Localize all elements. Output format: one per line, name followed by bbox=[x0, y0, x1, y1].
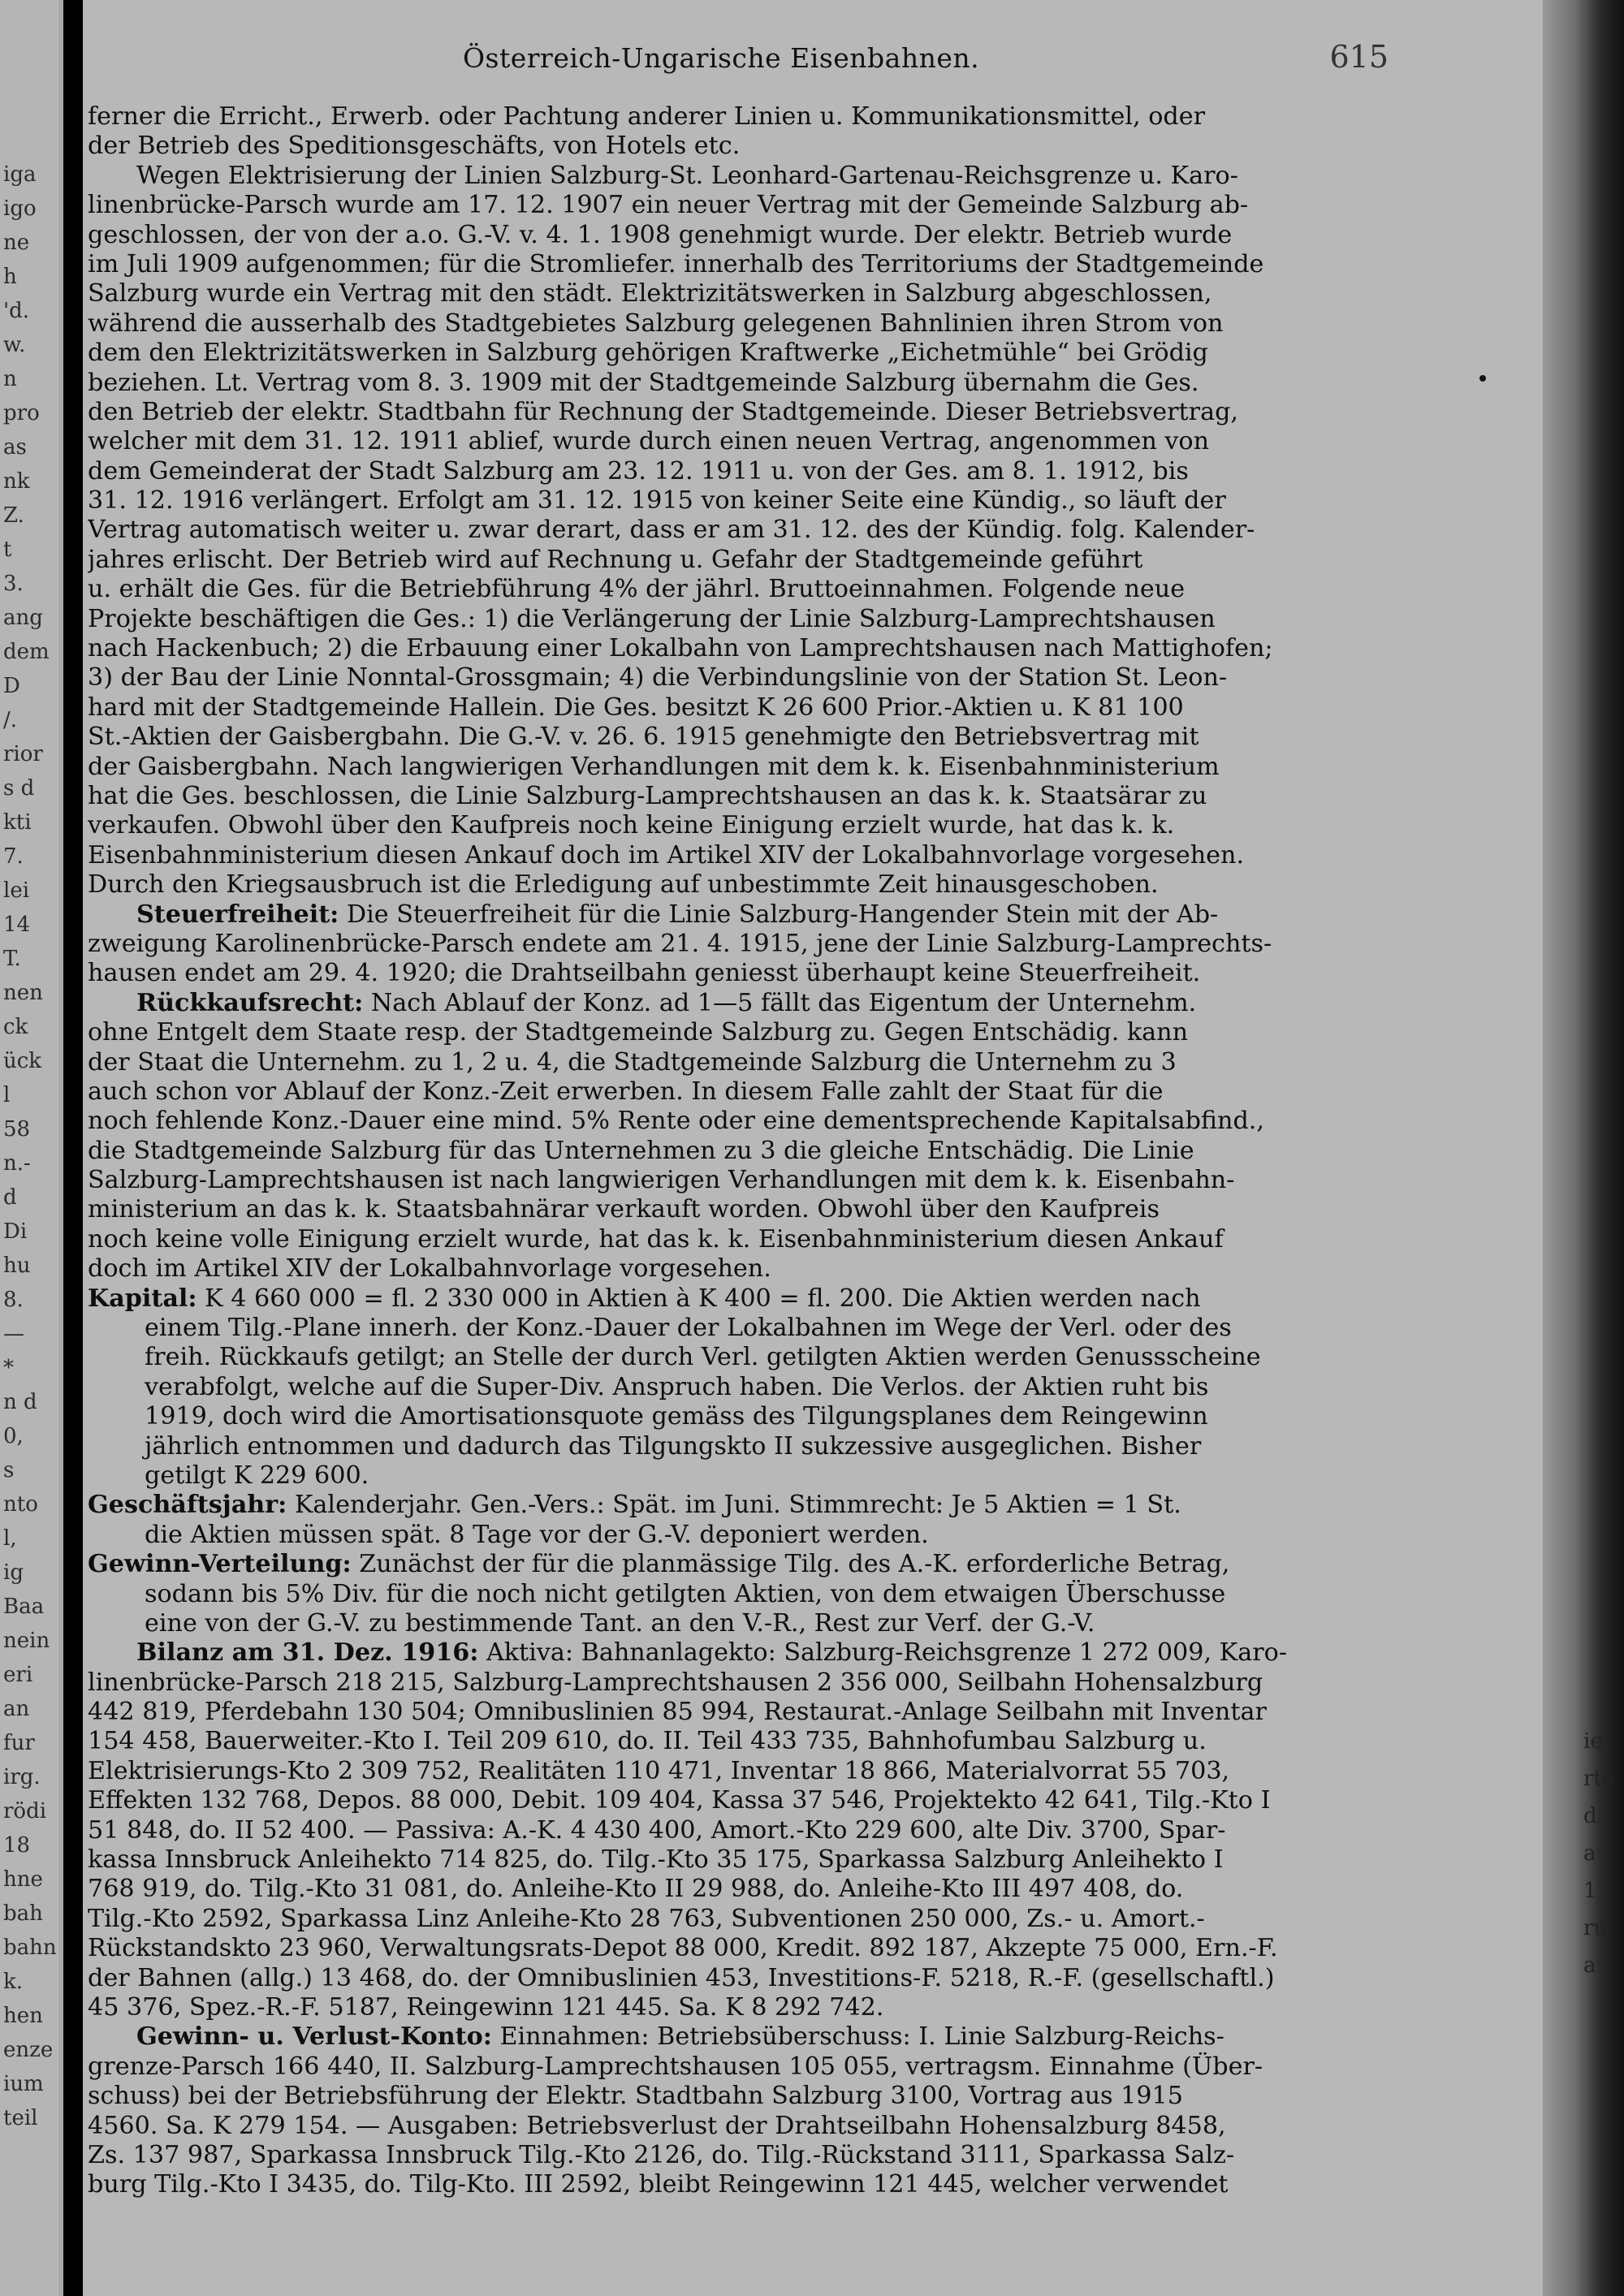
text-line: den Betrieb der elektr. Stadtbahn für Rechnung der Stadtgemeinde. Dieser Betriebsvertrag, bbox=[88, 397, 1239, 426]
margin-fragment: 58 bbox=[3, 1117, 31, 1142]
margin-fragment: ium bbox=[3, 2072, 44, 2096]
section-heading: Kapital: bbox=[88, 1284, 197, 1313]
margin-fragment: kti bbox=[3, 810, 32, 835]
margin-fragment: bah bbox=[3, 1901, 43, 1926]
margin-fragment: ang bbox=[3, 606, 43, 630]
text-line: Zs. 137 987, Sparkassa Innsbruck Tilg.-Kto 2126, do. Tilg.-Rückstand 3111, Sparkassa Salz- bbox=[88, 2140, 1235, 2169]
margin-fragment: 1 bbox=[1583, 1879, 1597, 1903]
margin-fragment: fur bbox=[3, 1731, 35, 1755]
text-line: ferner die Erricht., Erwerb. oder Pachtung anderer Linien u. Kommunikationsmittel, oder bbox=[88, 102, 1206, 131]
margin-fragment: l bbox=[3, 1083, 11, 1107]
margin-fragment: n bbox=[3, 367, 17, 391]
margin-fragment: s d bbox=[3, 776, 35, 801]
margin-fragment: lei bbox=[3, 878, 30, 903]
text-line: die Stadtgemeinde Salzburg für das Unternehmen zu 3 die gleiche Entschädig. Die Linie bbox=[88, 1136, 1194, 1165]
section-heading: Steuerfreiheit: bbox=[136, 900, 339, 929]
text-line: 768 919, do. Tilg.-Kto 31 081, do. Anleihe-Kto II 29 988, do. Anleihe-Kto III 497 408, do. bbox=[88, 1875, 1184, 1904]
text-line: im Juli 1909 aufgenommen; für die Stromliefer. innerhalb des Territoriums der Stadtgemeinde bbox=[88, 249, 1264, 278]
margin-fragment: nein bbox=[3, 1629, 50, 1653]
text-line: ohne Entgelt dem Staate resp. der Stadtgemeinde Salzburg zu. Gegen Entschädig. kann bbox=[88, 1018, 1189, 1047]
margin-fragment: Z. bbox=[3, 503, 24, 528]
margin-fragment: d bbox=[3, 1185, 17, 1210]
margin-fragment: 14 bbox=[3, 913, 31, 937]
text-line: 51 848, do. II 52 400. — Passiva: A.-K. 4 430 400, Amort.-Kto 229 600, alte Div. 3700, Spar- bbox=[88, 1815, 1226, 1845]
text-line: burg Tilg.-Kto I 3435, do. Tilg-Kto. III 2592, bleibt Reingewinn 121 445, welcher verwendet bbox=[88, 2170, 1229, 2199]
text-line: Salzburg-Lamprechtshausen ist nach langwierigen Verhandlungen mit dem k. k. Eisenbahn- bbox=[88, 1166, 1235, 1195]
text-line: dem Gemeinderat der Stadt Salzburg am 23. 12. 1911 u. von der Ges. am 8. 1. 1912, bis bbox=[88, 456, 1189, 486]
margin-fragment: 3. bbox=[3, 572, 24, 596]
margin-fragment: a bbox=[1583, 1953, 1596, 1978]
margin-fragment: as bbox=[3, 435, 27, 460]
text-line: hat die Ges. beschlossen, die Linie Salzburg-Lamprechtshausen an das k. k. Staatsärar zu bbox=[88, 781, 1207, 810]
text-line: 154 458, Bauerweiter.-Kto I. Teil 209 610, do. II. Teil 433 735, Bahnhofumbau Salzburg u. bbox=[88, 1727, 1207, 1756]
text-line: hausen endet am 29. 4. 1920; die Drahtseilbahn geniesst überhaupt keine Steuerfreiheit. bbox=[88, 959, 1201, 988]
text-line bbox=[88, 2022, 1379, 2052]
text-line bbox=[88, 1284, 1379, 1314]
text-line bbox=[88, 1638, 1379, 1668]
section-heading: Geschäftsjahr: bbox=[88, 1491, 287, 1520]
text-line: noch fehlende Konz.-Dauer eine mind. 5% Rente oder eine dementsprechende Kapitalsabfind., bbox=[88, 1107, 1264, 1136]
text-line: eine von der G.-V. zu bestimmende Tant. an den V.-R., Rest zur Verf. der G.-V. bbox=[145, 1608, 1095, 1638]
text-line: freih. Rückkaufs getilgt; an Stelle der durch Verl. getilgten Aktien werden Genussscheine bbox=[145, 1343, 1261, 1372]
margin-fragment: w. bbox=[3, 333, 26, 357]
text-line: zweigung Karolinenbrücke-Parsch endete am 21. 4. 1915, jene der Linie Salzburg-Lamprechts- bbox=[88, 929, 1272, 958]
margin-fragment: Baa bbox=[3, 1595, 45, 1619]
margin-fragment: enze bbox=[3, 2038, 54, 2062]
text-line bbox=[88, 1550, 1379, 1579]
text-line: der Gaisbergbahn. Nach langwierigen Verhandlungen mit dem k. k. Eisenbahnministerium bbox=[88, 752, 1220, 781]
line-text: Einnahmen: Betriebsüberschuss: I. Linie Salzburg-Reichs- bbox=[491, 2022, 1224, 2052]
line-text: Zunächst der für die planmässige Tilg. des A.-K. erforderliche Betrag, bbox=[351, 1550, 1230, 1579]
margin-fragment: ne bbox=[3, 231, 30, 255]
text-line: jahres erlischt. Der Betrieb wird auf Rechnung u. Gefahr der Stadtgemeinde geführt bbox=[88, 545, 1143, 574]
text-line: linenbrücke-Parsch wurde am 17. 12. 1907 ein neuer Vertrag mit der Gemeinde Salzburg ab- bbox=[88, 191, 1249, 220]
section-heading: Bilanz am 31. Dez. 1916: bbox=[136, 1638, 479, 1668]
section-heading: Gewinn- u. Verlust-Konto: bbox=[136, 2022, 492, 2052]
margin-fragment: ig bbox=[3, 1560, 24, 1585]
margin-fragment: dem bbox=[3, 640, 50, 664]
text-line bbox=[88, 1491, 1379, 1520]
text-line: 4560. Sa. K 279 154. — Ausgaben: Betriebsverlust der Drahtseilbahn Hohensalzburg 8458, bbox=[88, 2111, 1226, 2140]
line-text: Nach Ablauf der Konz. ad 1—5 fällt das Eigentum der Unternehm. bbox=[363, 988, 1197, 1017]
line-text: Die Steuerfreiheit für die Linie Salzburg-Hangender Stein mit der Ab- bbox=[339, 900, 1219, 929]
margin-fragment: d bbox=[1583, 1804, 1597, 1828]
article-text bbox=[88, 102, 1379, 2200]
margin-fragment: rior bbox=[3, 742, 43, 766]
running-title: Österreich-Ungarische Eisenbahnen. bbox=[463, 42, 980, 74]
text-line: Salzburg wurde ein Vertrag mit den städt. Elektrizitätswerken in Salzburg abgeschlossen, bbox=[88, 279, 1212, 309]
section-heading: Gewinn-Verteilung: bbox=[88, 1550, 352, 1579]
margin-fragment: t bbox=[3, 537, 12, 562]
text-line: sodann bis 5% Div. für die noch nicht getilgten Aktien, von dem etwaigen Überschusse bbox=[145, 1579, 1226, 1608]
margin-fragment: eri bbox=[3, 1663, 33, 1687]
margin-fragment: 7. bbox=[3, 844, 24, 869]
text-line: Tilg.-Kto 2592, Sparkassa Linz Anleihe-Kto 28 763, Subventionen 250 000, Zs.- u. Amort.- bbox=[88, 1904, 1205, 1933]
text-line: Projekte beschäftigen die Ges.: 1) die Verlängerung der Linie Salzburg-Lamprechtshausen bbox=[88, 604, 1216, 633]
line-text: Kalenderjahr. Gen.-Vers.: Spät. im Juni. Stimmrecht: Je 5 Aktien = 1 St. bbox=[287, 1491, 1181, 1520]
text-line: Durch den Kriegsausbruch ist die Erledigung auf unbestimmte Zeit hinausgeschoben. bbox=[88, 870, 1159, 900]
margin-fragment: n.- bbox=[3, 1151, 31, 1176]
margin-fragment: bahn bbox=[3, 1936, 57, 1960]
margin-fragment: * bbox=[3, 1356, 14, 1380]
margin-fragment: 'd. bbox=[3, 299, 30, 323]
margin-fragment: /. bbox=[3, 708, 18, 732]
margin-fragment: nto bbox=[3, 1492, 38, 1517]
previous-page-bleed bbox=[0, 0, 58, 2296]
text-line: Eisenbahnministerium diesen Ankauf doch im Artikel XIV der Lokalbahnvorlage vorgesehen. bbox=[88, 840, 1245, 870]
margin-fragment: hne bbox=[3, 1867, 43, 1892]
margin-fragment: a bbox=[1583, 1841, 1596, 1866]
margin-fragment: rödi bbox=[3, 1799, 47, 1823]
text-line bbox=[88, 900, 1379, 930]
text-line: jährlich entnommen und dadurch das Tilgungskto II sukzessive ausgeglichen. Bisher bbox=[145, 1431, 1202, 1461]
text-line: Rückstandskto 23 960, Verwaltungsrats-Depot 88 000, Kredit. 892 187, Akzepte 75 000, Ern.-F. bbox=[88, 1934, 1278, 1963]
page-gutter-shadow bbox=[63, 0, 83, 2296]
text-line: Wegen Elektrisierung der Linien Salzburg-St. Leonhard-Gartenau-Reichsgrenze u. Karo- bbox=[136, 161, 1238, 190]
margin-fragment: 8. bbox=[3, 1288, 24, 1312]
text-line: während die ausserhalb des Stadtgebietes Salzburg gelegenen Bahnlinien ihren Strom von bbox=[88, 309, 1224, 338]
margin-fragment: h bbox=[3, 265, 17, 289]
margin-fragment: an bbox=[3, 1697, 30, 1721]
text-line: u. erhält die Ges. für die Betriebführung 4% der jährl. Bruttoeinnahmen. Folgende neue bbox=[88, 575, 1186, 604]
text-line: 1919, doch wird die Amortisationsquote gemäss des Tilgungsplanes dem Reingewinn bbox=[145, 1402, 1208, 1431]
text-line: Elektrisierungs-Kto 2 309 752, Realitäten 110 471, Inventar 18 866, Materialvorrat 55 703, bbox=[88, 1756, 1230, 1785]
text-line: doch im Artikel XIV der Lokalbahnvorlage vorgesehen. bbox=[88, 1254, 771, 1284]
text-line: Vertrag automatisch weiter u. zwar derart, dass er am 31. 12. des der Kündig. folg. Kalender- bbox=[88, 516, 1255, 545]
margin-fragment: igo bbox=[3, 196, 37, 221]
text-line: welcher mit dem 31. 12. 1911 ablief, wurde durch einen neuen Vertrag, angenommen von bbox=[88, 427, 1210, 456]
margin-fragment: k. bbox=[3, 1970, 24, 1994]
margin-fragment: l, bbox=[3, 1526, 17, 1551]
margin-fragment: Di bbox=[3, 1219, 28, 1244]
margin-fragment: D bbox=[3, 674, 20, 698]
text-line: hard mit der Stadtgemeinde Hallein. Die Ges. besitzt K 26 600 Prior.-Aktien u. K 81 100 bbox=[88, 693, 1184, 722]
margin-fragment: teil bbox=[3, 2106, 38, 2130]
margin-fragment: irg. bbox=[3, 1765, 41, 1789]
margin-fragment: iga bbox=[3, 162, 37, 187]
text-line: der Staat die Unternehm. zu 1, 2 u. 4, die Stadtgemeinde Salzburg die Unternehm zu 3 bbox=[88, 1047, 1177, 1077]
margin-fragment: rte bbox=[1583, 1767, 1615, 1791]
text-line: 45 376, Spez.-R.-F. 5187, Reingewinn 121 445. Sa. K 8 292 742. bbox=[88, 1993, 884, 2022]
text-line: geschlossen, der von der a.o. G.-V. v. 4. 1. 1908 genehmigt wurde. Der elektr. Betrieb wurde bbox=[88, 220, 1233, 249]
text-line: der Bahnen (allg.) 13 468, do. der Omnibuslinien 453, Investitions-F. 5218, R.-F. (gesellschaftl.) bbox=[88, 1963, 1275, 1992]
text-line: der Betrieb des Speditionsgeschäfts, von Hotels etc. bbox=[88, 132, 741, 161]
text-line: kassa Innsbruck Anleihekto 714 825, do. Tilg.-Kto 35 175, Sparkassa Salzburg Anleihekto I bbox=[88, 1845, 1224, 1875]
margin-fragment: — bbox=[3, 1322, 24, 1346]
margin-fragment: pro bbox=[3, 401, 40, 425]
margin-fragment: s bbox=[3, 1458, 15, 1482]
text-line: dem den Elektrizitätswerken in Salzburg gehörigen Kraftwerke „Eichetmühle“ bei Grödig bbox=[88, 339, 1208, 368]
text-line: 3) der Bau der Linie Nonntal-Grossgmain; 4) die Verbindungslinie von der Station St. Leon- bbox=[88, 663, 1228, 693]
text-line: grenze-Parsch 166 440, II. Salzburg-Lamprechtshausen 105 055, vertragsm. Einnahme (Über- bbox=[88, 2052, 1263, 2081]
margin-fragment: ie bbox=[1583, 1729, 1603, 1754]
margin-fragment: hen bbox=[3, 2004, 43, 2028]
text-line: St.-Aktien der Gaisbergbahn. Die G.-V. v. 26. 6. 1915 genehmigte den Betriebsvertrag mit bbox=[88, 723, 1199, 752]
margin-fragment: nk bbox=[3, 469, 30, 494]
text-line: 31. 12. 1916 verlängert. Erfolgt am 31. 12. 1915 von keiner Seite eine Kündig., so läuft der bbox=[88, 486, 1226, 516]
text-line: verkaufen. Obwohl über den Kaufpreis noch keine Einigung erzielt wurde, hat das k. k. bbox=[88, 811, 1175, 840]
text-line: ministerium an das k. k. Staatsbahnärar verkauft worden. Obwohl über den Kaufpreis bbox=[88, 1195, 1160, 1224]
page-number: 615 bbox=[1329, 39, 1389, 75]
text-line: noch keine volle Einigung erzielt wurde, hat das k. k. Eisenbahnministerium diesen Ankauf bbox=[88, 1224, 1224, 1254]
text-line: verabfolgt, welche auf die Super-Div. Anspruch haben. Die Verlos. der Aktien ruht bis bbox=[145, 1372, 1209, 1401]
margin-fragment: ru bbox=[1583, 1916, 1608, 1940]
margin-fragment: ck bbox=[3, 1015, 28, 1039]
section-heading: Rückkaufsrecht: bbox=[136, 988, 364, 1017]
text-line: 442 819, Pferdebahn 130 504; Omnibuslinien 85 994, Restaurat.-Anlage Seilbahn mit Inventar bbox=[88, 1698, 1267, 1727]
next-page-edge bbox=[1543, 0, 1624, 2296]
ink-speck bbox=[1479, 375, 1486, 382]
text-line: getilgt K 229 600. bbox=[145, 1461, 369, 1490]
text-line: Effekten 132 768, Depos. 88 000, Debit. 109 404, Kassa 37 546, Projektekto 42 641, Tilg.-Kto I bbox=[88, 1786, 1271, 1815]
margin-fragment: 18 bbox=[3, 1833, 31, 1858]
text-line: einem Tilg.-Plane innerh. der Konz.-Dauer der Lokalbahnen im Wege der Verl. oder des bbox=[145, 1314, 1232, 1343]
margin-fragment: ück bbox=[3, 1049, 42, 1073]
text-line: linenbrücke-Parsch 218 215, Salzburg-Lamprechtshausen 2 356 000, Seilbahn Hohensalzburg bbox=[88, 1668, 1263, 1697]
text-line: nach Hackenbuch; 2) die Erbauung einer Lokalbahn von Lamprechtshausen nach Mattighofen; bbox=[88, 634, 1273, 663]
text-line bbox=[88, 989, 1379, 1018]
text-line: beziehen. Lt. Vertrag vom 8. 3. 1909 mit der Stadtgemeinde Salzburg übernahm die Ges. bbox=[88, 368, 1199, 397]
text-line: die Aktien müssen spät. 8 Tage vor der G.-V. deponiert werden. bbox=[145, 1520, 929, 1549]
running-header bbox=[382, 39, 1389, 81]
margin-fragment: nen bbox=[3, 981, 43, 1005]
line-text: Aktiva: Bahnanlagekto: Salzburg-Reichsgrenze 1 272 009, Karo- bbox=[478, 1638, 1288, 1668]
text-line: schuss) bei der Betriebsführung der Elektr. Stadtbahn Salzburg 3100, Vortrag aus 1915 bbox=[88, 2082, 1183, 2111]
line-text: K 4 660 000 = fl. 2 330 000 in Aktien à K 400 = fl. 200. Die Aktien werden nach bbox=[197, 1284, 1201, 1313]
margin-fragment: 0, bbox=[3, 1424, 24, 1448]
margin-fragment: hu bbox=[3, 1254, 31, 1278]
margin-fragment: n d bbox=[3, 1390, 37, 1414]
text-line: auch schon vor Ablauf der Konz.-Zeit erwerben. In diesem Falle zahlt der Staat für die bbox=[88, 1077, 1164, 1106]
margin-fragment: T. bbox=[3, 947, 21, 971]
